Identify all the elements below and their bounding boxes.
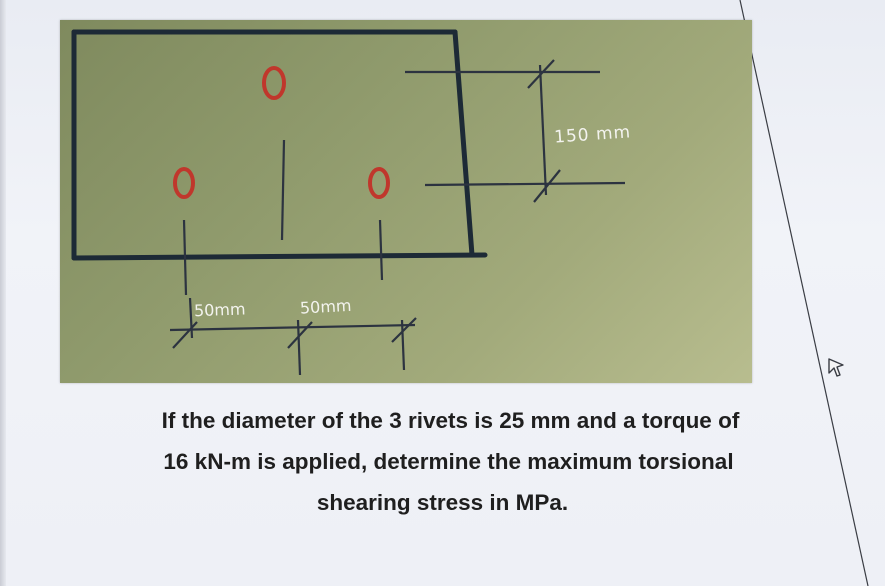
label-50mm-right: 50mm [299, 295, 352, 318]
label-150mm: 150 mm [553, 122, 632, 148]
plate-outline [74, 32, 485, 258]
question-text [20, 400, 865, 523]
label-50mm-left: 50mm [193, 299, 246, 321]
question-line-2: 16 kN-m is applied, determine the maximum torsional [163, 449, 734, 474]
question-line-3: shearing stress in MPa. [316, 490, 569, 515]
rivet-left [175, 169, 193, 197]
sketch-figure [60, 20, 752, 383]
question-line-1: If the diameter of the 3 rivets is 25 mm and a torque of [161, 408, 740, 433]
cursor-icon [826, 356, 848, 380]
rivet-right [370, 169, 388, 197]
rivet-top [264, 68, 284, 98]
sketch-drawing [60, 20, 752, 383]
